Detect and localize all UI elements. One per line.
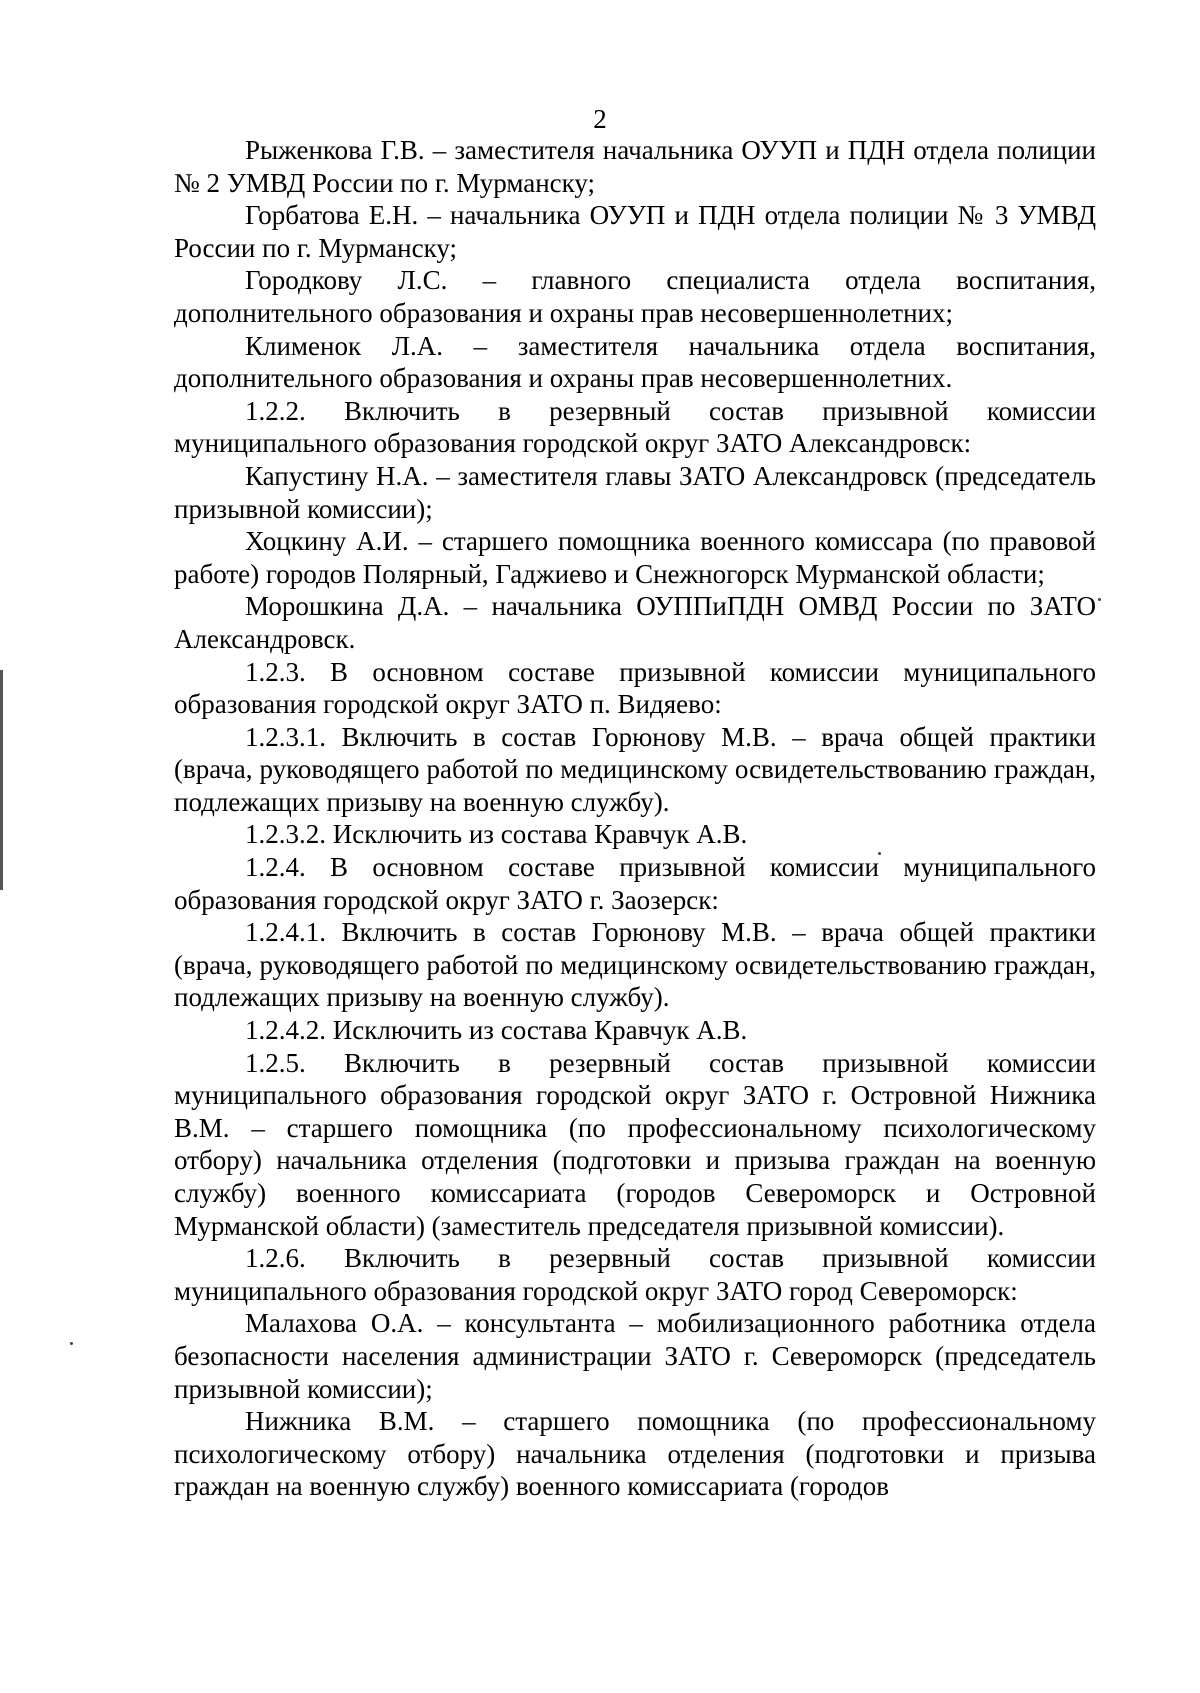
paragraph: 1.2.4.2. Исключить из состава Кравчук А.В. <box>245 1015 748 1046</box>
page-number: 2 <box>593 104 607 134</box>
document-body <box>174 134 1096 1503</box>
scan-speck <box>70 1342 73 1345</box>
paragraph: 1.2.3. В основном составе призывной комиссии муниципального образования городской округ ЗАТО п. Видяево: <box>174 656 1096 720</box>
paragraph: Городкову Л.С. – главного специалиста отдела воспитания, дополнительного образования и охраны прав несовершеннолетних; <box>174 265 1096 328</box>
paragraph: 1.2.5. Включить в резервный состав призывной комиссии муниципального образования городской округ ЗАТО г. Островной Нижника В.М. – старшего помощника (по профессиональному психологическому отбору) начальника отделения (подготовки и призыва граждан на военную службу) военного комиссариата (городов Североморск и Островной Мурманской области) (заместитель председателя призывной комиссии). <box>174 1047 1096 1241</box>
paragraph: Малахова О.А. – консультанта – мобилизационного работника отдела безопасности населения администрации ЗАТО г. Североморск (председатель призывной комиссии); <box>174 1308 1096 1404</box>
paragraph: 1.2.3.1. Включить в состав Горюнову М.В. – врача общей практики (врача, руководящего работой по медицинскому освидетельствованию граждан, подлежащих призыву на военную службу). <box>174 721 1096 817</box>
paragraph: Морошкина Д.А. – начальника ОУППиПДН ОМВД России по ЗАТО Александровск. <box>174 591 1096 654</box>
paragraph: 1.2.3.2. Исключить из состава Кравчук А.В. <box>245 819 748 850</box>
paragraph: Рыженкова Г.В. – заместителя начальника ОУУП и ПДН отдела полиции № 2 УМВД России по г. Мурманску; <box>174 135 1096 198</box>
paragraph: 1.2.6. Включить в резервный состав призывной комиссии муниципального образования городской округ ЗАТО город Североморск: <box>174 1243 1096 1306</box>
paragraph: 1.2.2. Включить в резервный состав призывной комиссии муниципального образования городской округ ЗАТО Александровск: <box>174 395 1096 459</box>
paragraph: Капустину Н.А. – заместителя главы ЗАТО Александровск (председатель призывной комиссии); <box>174 460 1096 524</box>
paragraph: 1.2.4. В основном составе призывной комиссии муниципального образования городской округ ЗАТО г. Заозерск: <box>174 852 1096 915</box>
paragraph: Нижника В.М. – старшего помощника (по профессиональному психологическому отбору) начальника отделения (подготовки и призыва граждан на военную службу) военного комиссариата (городов <box>174 1406 1096 1502</box>
paragraph: Хоцкину А.И. – старшего помощника военного комиссара (по правовой работе) городов Полярный, Гаджиево и Снежногорск Мурманской области; <box>174 526 1096 589</box>
scan-edge-mark <box>0 670 3 890</box>
paragraph: Горбатова Е.Н. – начальника ОУУП и ПДН отдела полиции № 3 УМВД России по г. Мурманску; <box>174 200 1096 263</box>
paragraph: 1.2.4.1. Включить в состав Горюнову М.В. – врача общей практики (врача, руководящего работой по медицинскому освидетельствованию граждан, подлежащих призыву на военную службу). <box>174 917 1096 1013</box>
paragraph: Клименок Л.А. – заместителя начальника отдела воспитания, дополнительного образования и охраны прав несовершеннолетних. <box>174 330 1096 394</box>
scan-speck <box>1098 598 1101 601</box>
